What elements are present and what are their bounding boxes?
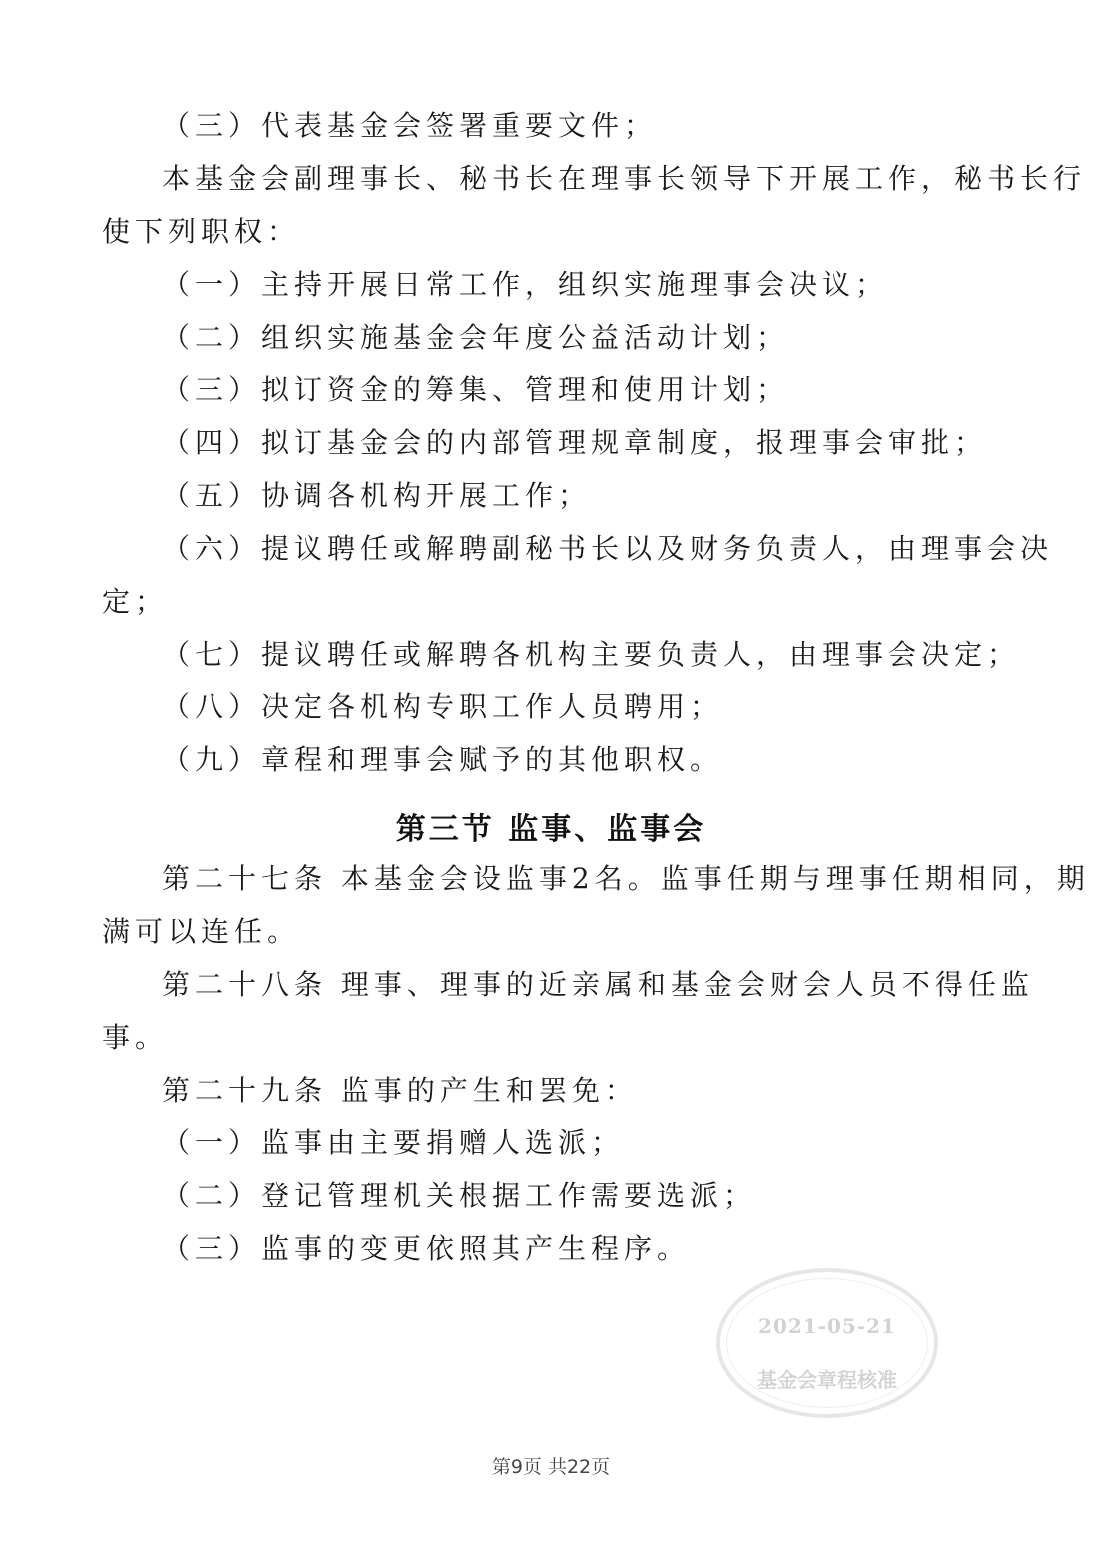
text-line: （五）协调各机构开展工作； [162, 479, 592, 512]
stamp-text: 基金会章程核准 [757, 1368, 897, 1392]
text-line: 第二十九条 监事的产生和罢免： [162, 1074, 638, 1107]
text-line: （四）拟订基金会的内部管理规章制度，报理事会审批； [162, 426, 988, 459]
text-line: （七）提议聘任或解聘各机构主要负责人，由理事会决定； [162, 638, 1021, 671]
text-line: 使下列职权： [102, 215, 301, 248]
text-line: （六）提议聘任或解聘副秘书长以及财务负责人，由理事会决 [162, 532, 1054, 565]
text-line: （九）章程和理事会赋予的其他职权。 [162, 743, 724, 776]
text-line: （三）监事的变更依照其产生程序。 [162, 1232, 691, 1265]
approval-stamp [716, 1268, 938, 1418]
text-line: （一）主持开展日常工作，组织实施理事会决议； [162, 268, 889, 301]
text-line: （一）监事由主要捐赠人选派； [162, 1126, 625, 1159]
text-line: 第二十七条 本基金会设监事2名。监事任期与理事任期相同，期 [162, 862, 1090, 895]
text-line: （三）拟订资金的筹集、管理和使用计划； [162, 373, 790, 406]
page-number: 第9页 共22页 [491, 1456, 611, 1478]
text-line: 定； [102, 585, 169, 618]
stamp-date: 2021-05-21 [758, 1314, 896, 1338]
text-line: 事。 [102, 1021, 169, 1054]
text-line: （二）组织实施基金会年度公益活动计划； [162, 321, 790, 354]
text-line: （二）登记管理机关根据工作需要选派； [162, 1179, 757, 1212]
section-heading: 第三节 监事、监事会 [395, 812, 707, 847]
text-line: 满可以连任。 [102, 915, 301, 948]
text-line: （八）决定各机构专职工作人员聘用； [162, 690, 724, 723]
text-line: 本基金会副理事长、秘书长在理事长领导下开展工作，秘书长行 [162, 162, 1087, 195]
text-line: 第二十八条 理事、理事的近亲属和基金会财会人员不得任监 [162, 968, 1034, 1001]
text-line: （三）代表基金会签署重要文件； [162, 109, 658, 142]
